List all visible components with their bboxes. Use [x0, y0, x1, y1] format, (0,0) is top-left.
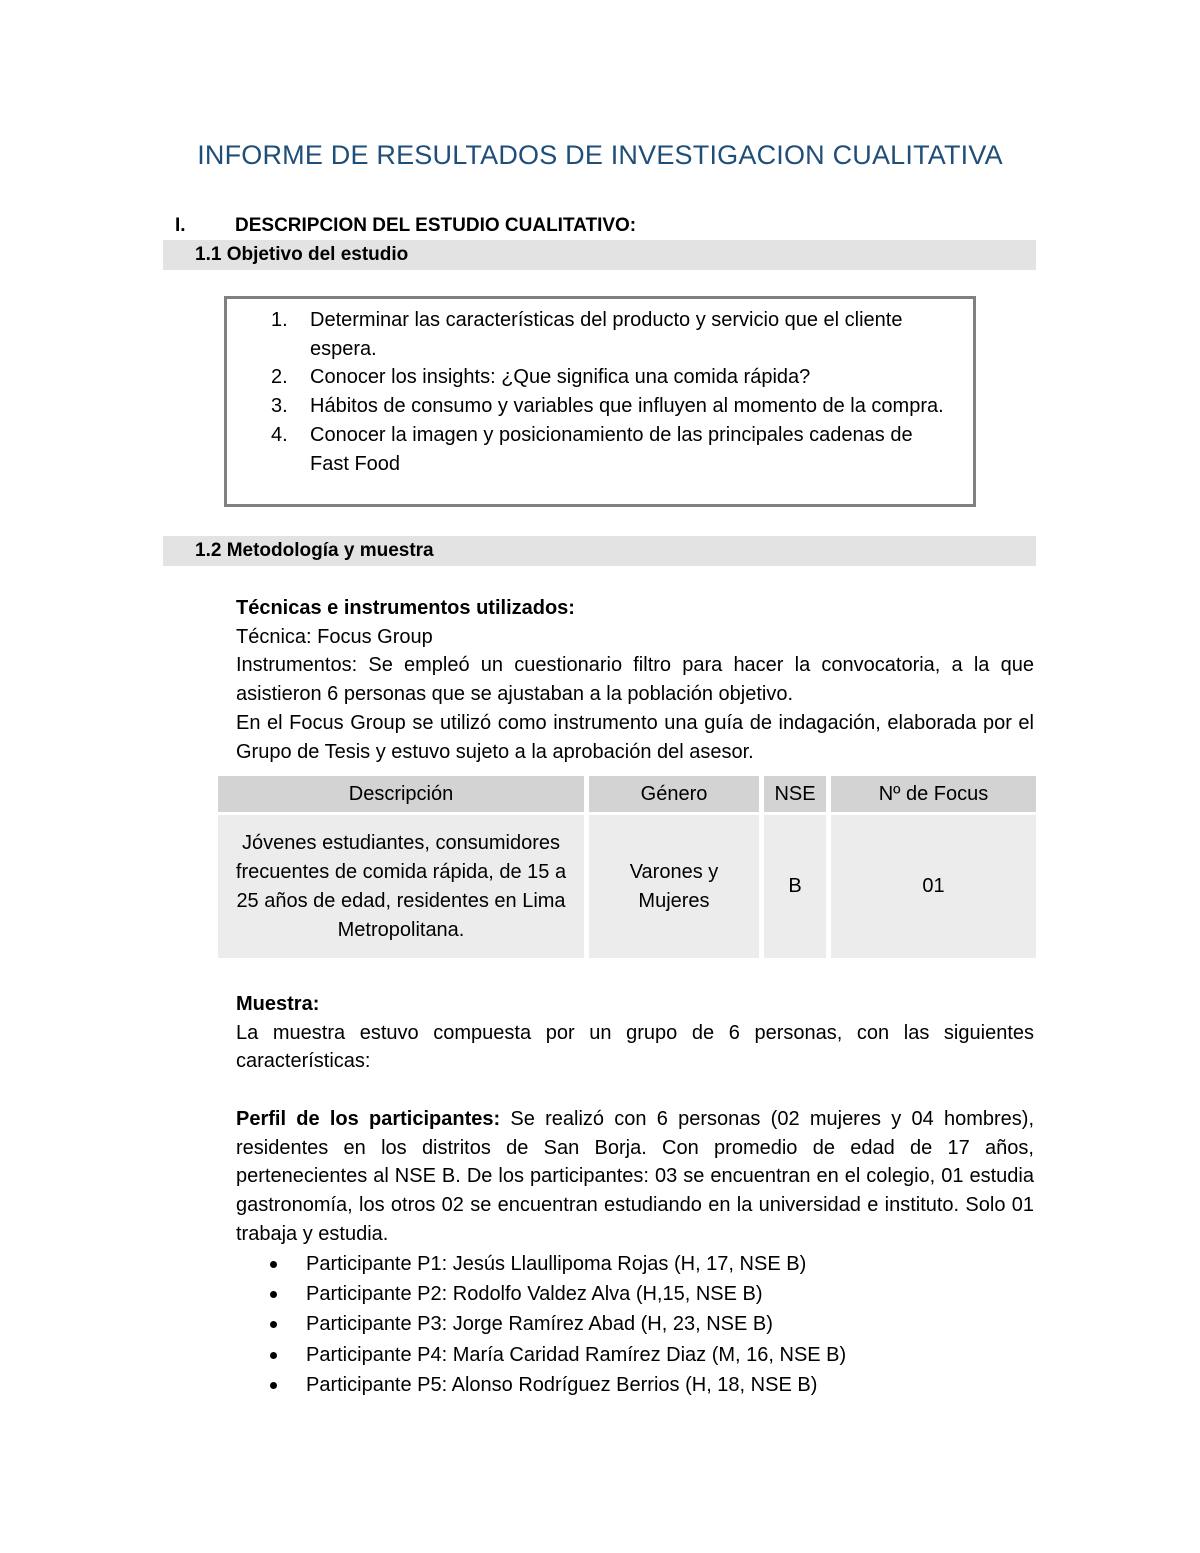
cell-nse: B [764, 812, 826, 958]
cell-descripcion: Jóvenes estudiantes, consumidores frecuentes de comida rápida, de 15 a 25 años de edad, residentes en Lima Metropolitana. [218, 812, 584, 958]
techniques-label: Técnicas e instrumentos utilizados: [236, 597, 575, 619]
technique-line: Técnica: Focus Group [236, 625, 433, 648]
objective-text: Conocer la imagen y posicionamiento de las principales cadenas de Fast Food [310, 423, 913, 475]
bullet-icon [270, 1291, 277, 1298]
objectives-list [271, 306, 951, 478]
list-item [236, 1249, 996, 1279]
subsection-metodologia-heading: 1.2 Metodología y muestra [163, 536, 1036, 566]
participant-text: Participante P4: María Caridad Ramírez Diaz (M, 16, NSE B) [306, 1343, 847, 1366]
perfil-label: Perfil de los participantes: [236, 1108, 501, 1130]
bullet-icon [270, 1261, 277, 1268]
muestra-label: Muestra: [236, 993, 320, 1015]
document-title: INFORME DE RESULTADOS DE INVESTIGACION CUALITATIVA [197, 140, 1003, 170]
objectives-box [224, 296, 976, 507]
objective-item [271, 392, 951, 421]
objective-item [271, 421, 951, 478]
objective-number: 2. [271, 366, 288, 389]
perfil-text: Se realizó con 6 personas (02 mujeres y 04 hombres), residentes en los distritos de San Borja. Con promedio de edad de 17 años, pertenecientes al NSE B. De los participantes: 03 se encuentran en el colegio, 01 estudia gastronomía, los otros 02 se encuentran estudiando en la universidad e instituto. Solo 01 trabaja y estudia. [236, 1108, 1034, 1245]
participant-text: Participante P1: Jesús Llaullipoma Rojas (H, 17, NSE B) [306, 1253, 807, 1275]
list-item [236, 1370, 996, 1400]
participant-text: Participante P2: Rodolfo Valdez Alva (H,15, NSE B) [306, 1283, 763, 1306]
objective-item [271, 363, 951, 392]
header-nse: NSE [764, 776, 826, 812]
section-title: DESCRIPCION DEL ESTUDIO CUALITATIVO: [235, 215, 637, 236]
participant-text: Participante P5: Alonso Rodríguez Berrios (H, 18, NSE B) [306, 1373, 818, 1396]
objective-number: 1. [271, 309, 288, 331]
header-genero: Género [589, 776, 759, 812]
participant-text: Participante P3: Jorge Ramírez Abad (H, 23, NSE B) [306, 1313, 773, 1336]
participants-list [236, 1249, 996, 1400]
list-item [236, 1279, 996, 1309]
objective-text: Hábitos de consumo y variables que influyen al momento de la compra. [310, 395, 944, 418]
bullet-icon [270, 1321, 277, 1328]
cell-focus: 01 [831, 812, 1036, 958]
sample-table [213, 776, 1041, 958]
list-item [236, 1309, 996, 1339]
methodology-text [236, 594, 1034, 766]
objective-item [271, 306, 951, 363]
objective-number: 4. [271, 423, 288, 446]
table-row [218, 812, 1036, 958]
perfil-paragraph [236, 1105, 1034, 1249]
bullet-icon [270, 1352, 277, 1359]
header-descripcion: Descripción [218, 776, 584, 812]
subsection-objetivo-heading: 1.1 Objetivo del estudio [163, 240, 1036, 270]
cell-genero-line1: Varones y [629, 860, 719, 883]
cell-genero-line2: Mujeres [638, 889, 710, 912]
cell-genero [589, 812, 759, 958]
objective-number: 3. [271, 395, 288, 418]
bullet-icon [270, 1382, 277, 1389]
list-item [236, 1340, 996, 1370]
muestra-block [236, 990, 1034, 1076]
objective-text: Conocer los insights: ¿Que significa una comida rápida? [310, 366, 811, 389]
header-focus: Nº de Focus [831, 776, 1036, 812]
table-header-row [218, 776, 1036, 812]
section-heading [175, 215, 636, 237]
instruments-paragraph: Instrumentos: Se empleó un cuestionario filtro para hacer la convocatoria, a la que asistieron 6 personas que se ajustaban a la población objetivo. [236, 654, 1034, 706]
muestra-text: La muestra estuvo compuesta por un grupo de 6 personas, con las siguientes características: [236, 1021, 1034, 1073]
focus-paragraph: En el Focus Group se utilizó como instrumento una guía de indagación, elaborada por el Grupo de Tesis y estuvo sujeto a la aprobación del asesor. [236, 711, 1034, 763]
section-number: I. [175, 215, 186, 236]
objective-text: Determinar las características del producto y servicio que el cliente espera. [310, 309, 903, 360]
